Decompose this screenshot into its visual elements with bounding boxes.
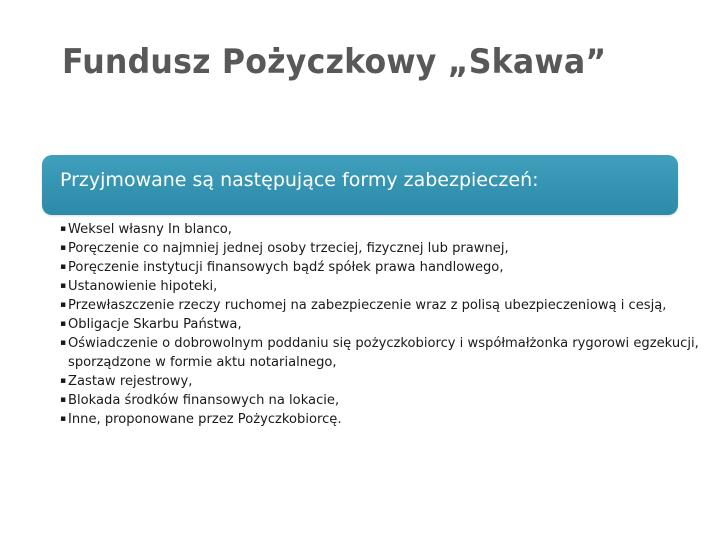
- bullet-icon: ▪: [60, 281, 67, 291]
- bullet-icon: ▪: [60, 262, 67, 272]
- bullet-icon: ▪: [60, 319, 67, 329]
- bullet-icon: ▪: [60, 414, 67, 424]
- list-item: ▪ Zastaw rejestrowy,: [60, 374, 193, 389]
- bullet-icon: ▪: [60, 224, 67, 234]
- list-item: ▪ Obligacje Skarbu Państwa,: [60, 317, 242, 332]
- bullet-icon: ▪: [60, 376, 67, 386]
- section-header-text: Przyjmowane są następujące formy zabezpieczeń:: [60, 169, 539, 191]
- collateral-list: [60, 220, 700, 429]
- list-item: ▪ Weksel własny In blanco,: [60, 222, 232, 237]
- bullet-icon: ▪: [60, 300, 67, 310]
- list-item: ▪ Blokada środków finansowych na lokacie,: [60, 393, 340, 408]
- list-item: ▪ Inne, proponowane przez Pożyczkobiorcę.: [60, 412, 342, 427]
- section-header-box: [42, 155, 678, 215]
- list-item: ▪ Oświadczenie o dobrowolnym poddaniu się pożyczkobiorcy i współmałżonka rygorowi egzekucji, sporządzone w formie aktu notarialnego,: [60, 336, 699, 370]
- list-item: ▪ Poręczenie co najmniej jednej osoby trzeciej, fizycznej lub prawnej,: [60, 241, 509, 256]
- list-item: ▪ Poręczenie instytucji finansowych bądź spółek prawa handlowego,: [60, 260, 504, 275]
- bullet-icon: ▪: [60, 395, 67, 405]
- list-item: ▪ Przewłaszczenie rzeczy ruchomej na zabezpieczenie wraz z polisą ubezpieczeniową i cesją,: [60, 298, 667, 313]
- slide-title: Fundusz Pożyczkowy „Skawa”: [62, 42, 607, 82]
- bullet-icon: ▪: [60, 338, 67, 348]
- bullet-icon: ▪: [60, 243, 67, 253]
- list-item: ▪ Ustanowienie hipoteki,: [60, 279, 218, 294]
